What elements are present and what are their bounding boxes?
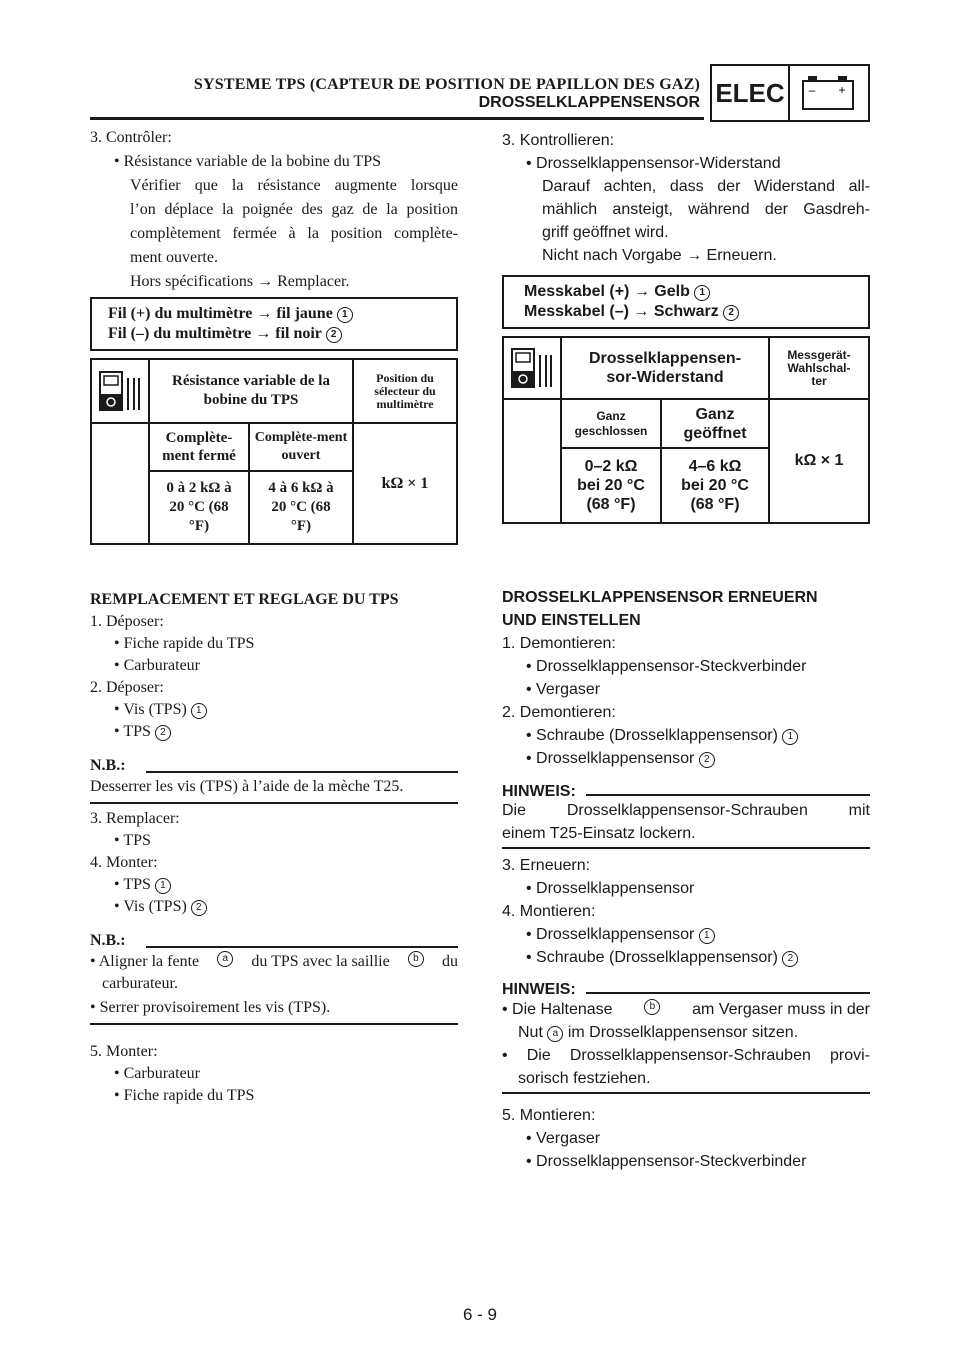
de-nb2-line-3: • Die Drosselklappensensor-Schrauben provi- (502, 1047, 870, 1064)
fr-check-text-2: l’on déplace la poignée des gaz de la position (130, 201, 458, 218)
de-replace-title-2: UND EINSTELLEN (502, 612, 641, 629)
ref-marker: 1 (191, 703, 207, 719)
de-nb2-line-2: Nut a im Drosselklappensensor sitzen. (518, 1024, 799, 1041)
de-check-step: 3. Kontrollieren: (502, 132, 615, 149)
de-step-2-item: • Schraube (Drosselklappensensor) 1 (526, 725, 798, 748)
de-step-5-item: • Drosselklappensensor-Steckverbinder (526, 1153, 807, 1170)
fr-replace-title: REMPLACEMENT ET REGLAGE DU TPS (90, 591, 399, 608)
ref-marker: a (547, 1026, 563, 1042)
fr-step-5: 5. Monter: (90, 1043, 158, 1060)
de-col-selector: Messgerät-Wahlschal-ter (770, 338, 868, 400)
nb-rule (586, 794, 870, 796)
fr-selector-value: kΩ × 1 (381, 474, 429, 492)
fr-step-4-item: • TPS 1 (114, 874, 171, 897)
fr-step-1-item: • Fiche rapide du TPS (114, 635, 255, 652)
fr-lead-plus: Fil (+) du multimètre → fil jaune 1 (108, 305, 353, 323)
de-step-4: 4. Montieren: (502, 903, 596, 920)
fr-lead-minus: Fil (–) du multimètre → fil noir 2 (108, 325, 342, 343)
de-selector-value: kΩ × 1 (794, 452, 844, 469)
fr-step-3: 3. Remplacer: (90, 810, 180, 827)
fr-sub-open: Complète-ment ouvert (250, 424, 354, 472)
de-check-text-3: griff geöffnet wird. (542, 224, 669, 241)
de-val-open: 4–6 kΩ bei 20 °C (68 °F) (662, 449, 770, 522)
de-step-5: 5. Montieren: (502, 1107, 596, 1124)
nb-rule (90, 1023, 458, 1025)
battery-icon (788, 64, 870, 122)
de-step-2: 2. Demontieren: (502, 704, 616, 721)
de-spec-table (502, 336, 870, 524)
fr-spec-table (90, 358, 458, 545)
fr-check-item: • Résistance variable de la bobine du TPS (114, 153, 382, 170)
nb-rule (146, 771, 458, 773)
de-lead-plus: Messkabel (+) → Gelb 1 (524, 283, 710, 301)
header-title-de: DROSSELKLAPPENSENSOR (478, 94, 700, 111)
de-lead-minus: Messkabel (–) → Schwarz 2 (524, 303, 739, 321)
fr-col-resistance: Résistance variable de la bobine du TPS (150, 360, 354, 424)
fr-check-text-4: ment ouverte. (130, 249, 218, 266)
ref-marker: b (644, 999, 660, 1015)
de-lead-box (502, 275, 870, 329)
de-check-text-2: mählich ansteigt, während der Gasdreh- (542, 201, 870, 218)
ref-marker: 2 (326, 327, 342, 343)
fr-step-3-item: • TPS (114, 832, 151, 849)
de-out-of-spec: Nicht nach Vorgabe → Erneuern. (542, 247, 777, 264)
ref-marker: 2 (155, 725, 171, 741)
fr-step-2-item: • Vis (TPS) 1 (114, 699, 207, 722)
svg-text:+: + (838, 83, 846, 97)
ref-marker: 2 (191, 900, 207, 916)
ref-marker: 1 (155, 878, 171, 894)
de-step-3-item: • Drosselklappensensor (526, 880, 695, 897)
fr-step-2: 2. Déposer: (90, 679, 164, 696)
fr-nb2-label: N.B.: (90, 932, 126, 949)
nb-rule (586, 992, 870, 994)
ref-marker: 1 (337, 307, 353, 323)
de-sub-closed: Ganz geschlossen (562, 400, 662, 449)
fr-nb-label: N.B.: (90, 757, 126, 774)
multimeter-icon (504, 338, 562, 400)
nb-rule (146, 946, 458, 948)
fr-step-2-item: • TPS 2 (114, 721, 171, 744)
fr-nb2-line-1: • Aligner la fente a du TPS avec la saillie b du (90, 953, 458, 970)
de-step-1-item: • Drosselklappensensor-Steckverbinder (526, 658, 807, 675)
fr-val-open: 4 à 6 kΩ à 20 °C (68 °F) (250, 472, 354, 543)
de-step-4-item: • Schraube (Drosselklappensensor) 2 (526, 947, 798, 970)
fr-nb2-line-3: • Serrer provisoirement les vis (TPS). (90, 999, 331, 1016)
de-step-2-item: • Drosselklappensensor 2 (526, 748, 715, 771)
de-step-4-item: • Drosselklappensensor 1 (526, 924, 715, 947)
fr-nb2-line-2: carburateur. (102, 975, 178, 992)
ref-marker: 1 (782, 729, 798, 745)
de-col-resistance: Drosselklappensen-sor-Widerstand (562, 338, 770, 400)
de-check-text-1: Darauf achten, dass der Widerstand all- (542, 178, 870, 195)
fr-out-of-spec: Hors spécifications → Remplacer. (130, 273, 350, 290)
fr-check-text-1: Vérifier que la résistance augmente lorsque (130, 177, 458, 194)
de-nb1-line-2: einem T25-Einsatz lockern. (502, 825, 696, 842)
svg-text:–: – (808, 83, 816, 97)
fr-step-5-item: • Carburateur (114, 1065, 201, 1082)
ref-marker: 2 (723, 305, 739, 321)
page-number: 6 - 9 (462, 1305, 498, 1324)
de-nb2-label: HINWEIS: (502, 981, 576, 998)
nb-rule (90, 802, 458, 804)
fr-lead-box (90, 297, 458, 351)
header-title-fr: SYSTEME TPS (CAPTEUR DE POSITION DE PAPILLON DES GAZ) (193, 76, 700, 93)
fr-check-text-3: complètement fermée à la position complète- (130, 225, 458, 242)
fr-check-step: 3. Contrôler: (90, 129, 172, 146)
fr-step-1-item: • Carburateur (114, 657, 201, 674)
ref-marker: 2 (699, 752, 715, 768)
ref-marker: a (217, 951, 233, 967)
nb-rule (502, 1092, 870, 1094)
multimeter-icon (92, 360, 150, 424)
de-step-1-item: • Vergaser (526, 681, 601, 698)
fr-col-selector: Position du sélecteur du multimètre (354, 360, 456, 424)
de-nb1-line-1: Die Drosselklappensensor-Schrauben mit (502, 802, 870, 819)
fr-step-5-item: • Fiche rapide du TPS (114, 1087, 255, 1104)
de-nb2-line-4: sorisch festziehen. (518, 1070, 651, 1087)
de-nb2-line-1: • Die Haltenase b am Vergaser muss in der (502, 1001, 870, 1018)
ref-marker: 1 (694, 285, 710, 301)
de-check-item: • Drosselklappensensor-Widerstand (526, 155, 781, 172)
fr-nb1-text: Desserrer les vis (TPS) à l’aide de la mèche T25. (90, 778, 404, 795)
de-nb-label: HINWEIS: (502, 783, 576, 800)
de-sub-open: Ganz geöffnet (662, 400, 770, 449)
de-step-5-item: • Vergaser (526, 1130, 601, 1147)
de-step-3: 3. Erneuern: (502, 857, 591, 874)
de-val-closed: 0–2 kΩ bei 20 °C (68 °F) (562, 449, 662, 522)
header-rule (90, 117, 704, 120)
nb-rule (502, 847, 870, 849)
fr-step-4-item: • Vis (TPS) 2 (114, 896, 207, 919)
ref-marker: b (408, 951, 424, 967)
fr-step-4: 4. Monter: (90, 854, 158, 871)
section-badge: ELEC (710, 64, 790, 122)
fr-sub-closed: Complète-ment fermé (150, 424, 250, 472)
fr-val-closed: 0 à 2 kΩ à 20 °C (68 °F) (150, 472, 250, 543)
de-replace-title-1: DROSSELKLAPPENSENSOR ERNEUERN (502, 589, 818, 606)
ref-marker: 1 (699, 928, 715, 944)
fr-step-1: 1. Déposer: (90, 613, 164, 630)
ref-marker: 2 (782, 951, 798, 967)
de-step-1: 1. Demontieren: (502, 635, 616, 652)
